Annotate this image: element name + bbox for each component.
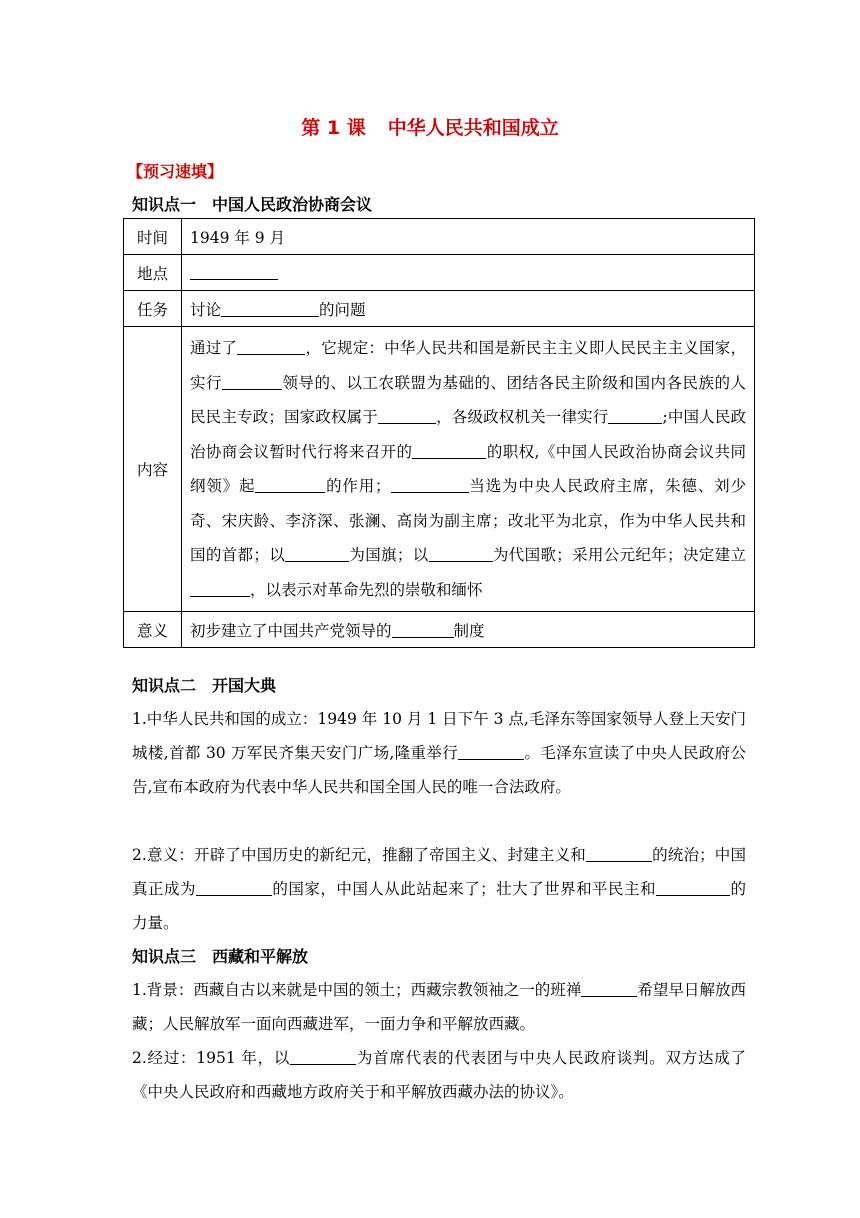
content-blank-1[interactable] [237,339,305,356]
significance-label: 意义 [124,612,182,648]
content-value [182,327,755,612]
lesson-number: 第 1 课 [301,117,366,139]
table-row-place [124,255,755,291]
content-label: 内容 [124,327,182,612]
lesson-name: 中华人民共和国成立 [387,117,559,139]
task-text-post: 的问题 [319,300,366,319]
independent-blank[interactable] [196,880,272,897]
section2-heading [132,673,276,696]
section2-p2-text-c: 的国家，中国人从此站起来了；壮大了世界和平民主和 [271,880,656,898]
time-label: 时间 [124,219,182,255]
content-text-11: ，以表示对革命先烈的崇敬和缅怀 [250,580,483,599]
table-row-significance [124,612,755,648]
section1-heading-text: 中国人民政治协商会议 [212,195,373,214]
time-value: 1949 年 9 月 [182,219,755,255]
panchen-blank[interactable] [581,981,637,998]
place-value [182,255,755,291]
content-text-1: 通过了 [190,339,238,357]
content-text-5: ;中国人民政治协商会议暂时代行将来召开的 [190,408,746,461]
section3-heading-text: 西藏和平解放 [212,947,309,966]
section2-p2-text-b: 的统治；中国真正成为 [132,846,746,898]
section3-heading-num: 知识点三 [132,947,197,966]
content-text-9: 为国旗；以 [349,546,429,564]
significance-value [182,612,755,648]
section2-p2-text-a: 2.意义：开辟了中国历史的新纪元，推翻了帝国主义、封建主义和 [132,846,586,864]
task-label: 任务 [124,291,182,327]
table-row-time [124,219,755,255]
ceremony-blank[interactable] [458,744,524,761]
section2-heading-num: 知识点二 [132,676,197,695]
section2-paragraph-2 [132,838,746,940]
chief-delegate-blank[interactable] [290,1049,356,1066]
content-text-6: 的职权,《中国人民政治协商会议共同纲领》起 [190,442,746,495]
content-text-10: 为代国歌；采用公元纪年；决定建立 [492,546,746,564]
content-blank-6[interactable] [255,477,325,494]
cppcc-table [123,218,755,648]
table-row-task [124,291,755,327]
section3-heading [132,944,308,967]
task-text-pre: 讨论 [190,300,222,319]
content-blank-10[interactable] [190,580,250,597]
section3-p2-text-post: 为首席代表的代表团与中央人民政府谈判。双方达成了《中央人民政府和西藏地方政府关于和平解放西藏办法的协议》。 [132,1049,746,1101]
content-text-3: 领导的、以工农联盟为基础的、团结各民主阶级和国内各民族的人民民主专政；国家政权属于 [190,373,746,426]
lesson-title [0,113,860,140]
section3-p1-text-post: 希望早日解放西藏；人民解放军一面向西藏进军，一面力争和平解放西藏。 [132,981,746,1033]
content-text-7: 的作用； [325,477,391,495]
socialism-blank[interactable] [656,880,730,897]
place-blank[interactable] [190,263,278,280]
content-blank-9[interactable] [429,546,493,563]
section2-p1-text-pre: 1.中华人民共和国的成立：1949 年 10 月 1 日下午 3 点,毛泽东等国家领导人登上天安门城楼,首都 30 万军民齐集天安门广场,隆重举行 [132,710,746,762]
content-text-8: 当选为中央人民政府主席，朱德、刘少奇、宋庆龄、李济深、张澜、高岗为副主席；改北平为北京，作为中华人民共和国的首都；以 [190,477,746,564]
section3-paragraph-1 [132,973,746,1041]
significance-blank[interactable] [392,621,454,638]
content-blank-5[interactable] [412,442,486,459]
content-blank-7[interactable] [391,477,469,494]
task-value [182,291,755,327]
significance-text-post: 制度 [453,621,485,640]
content-blank-2[interactable] [222,373,282,390]
section3-paragraph-2 [132,1041,746,1109]
section1-heading [132,192,372,215]
section3-p1-text-pre: 1.背景：西藏自古以来就是中国的领土；西藏宗教领袖之一的班禅 [132,981,582,999]
section2-p1-text-post: 。毛泽东宣读了中央人民政府公告,宣布本政府为代表中华人民共和国全国人民的唯一合法政府。 [132,744,746,796]
content-blank-4[interactable] [608,408,662,425]
significance-text-pre: 初步建立了中国共产党领导的 [190,621,392,640]
section2-paragraph-1 [132,702,746,804]
bureaucrat-capitalism-blank[interactable] [586,846,652,863]
content-text-2: ，它规定：中华人民共和国是新民主主义即人民民主主义国家，实行 [190,339,746,392]
section2-p2-text-d: 的力量。 [132,880,746,932]
section2-heading-text: 开国大典 [212,676,277,695]
content-text-4: ，各级政权机关一律实行 [435,408,609,426]
task-blank[interactable] [221,300,319,317]
table-row-content [124,327,755,612]
section1-heading-num: 知识点一 [132,195,197,214]
place-label: 地点 [124,255,182,291]
content-blank-3[interactable] [378,408,436,425]
content-blank-8[interactable] [285,546,349,563]
preview-label: 【预习速填】 [127,162,224,181]
section3-p2-text-pre: 2.经过：1951 年，以 [132,1049,291,1067]
